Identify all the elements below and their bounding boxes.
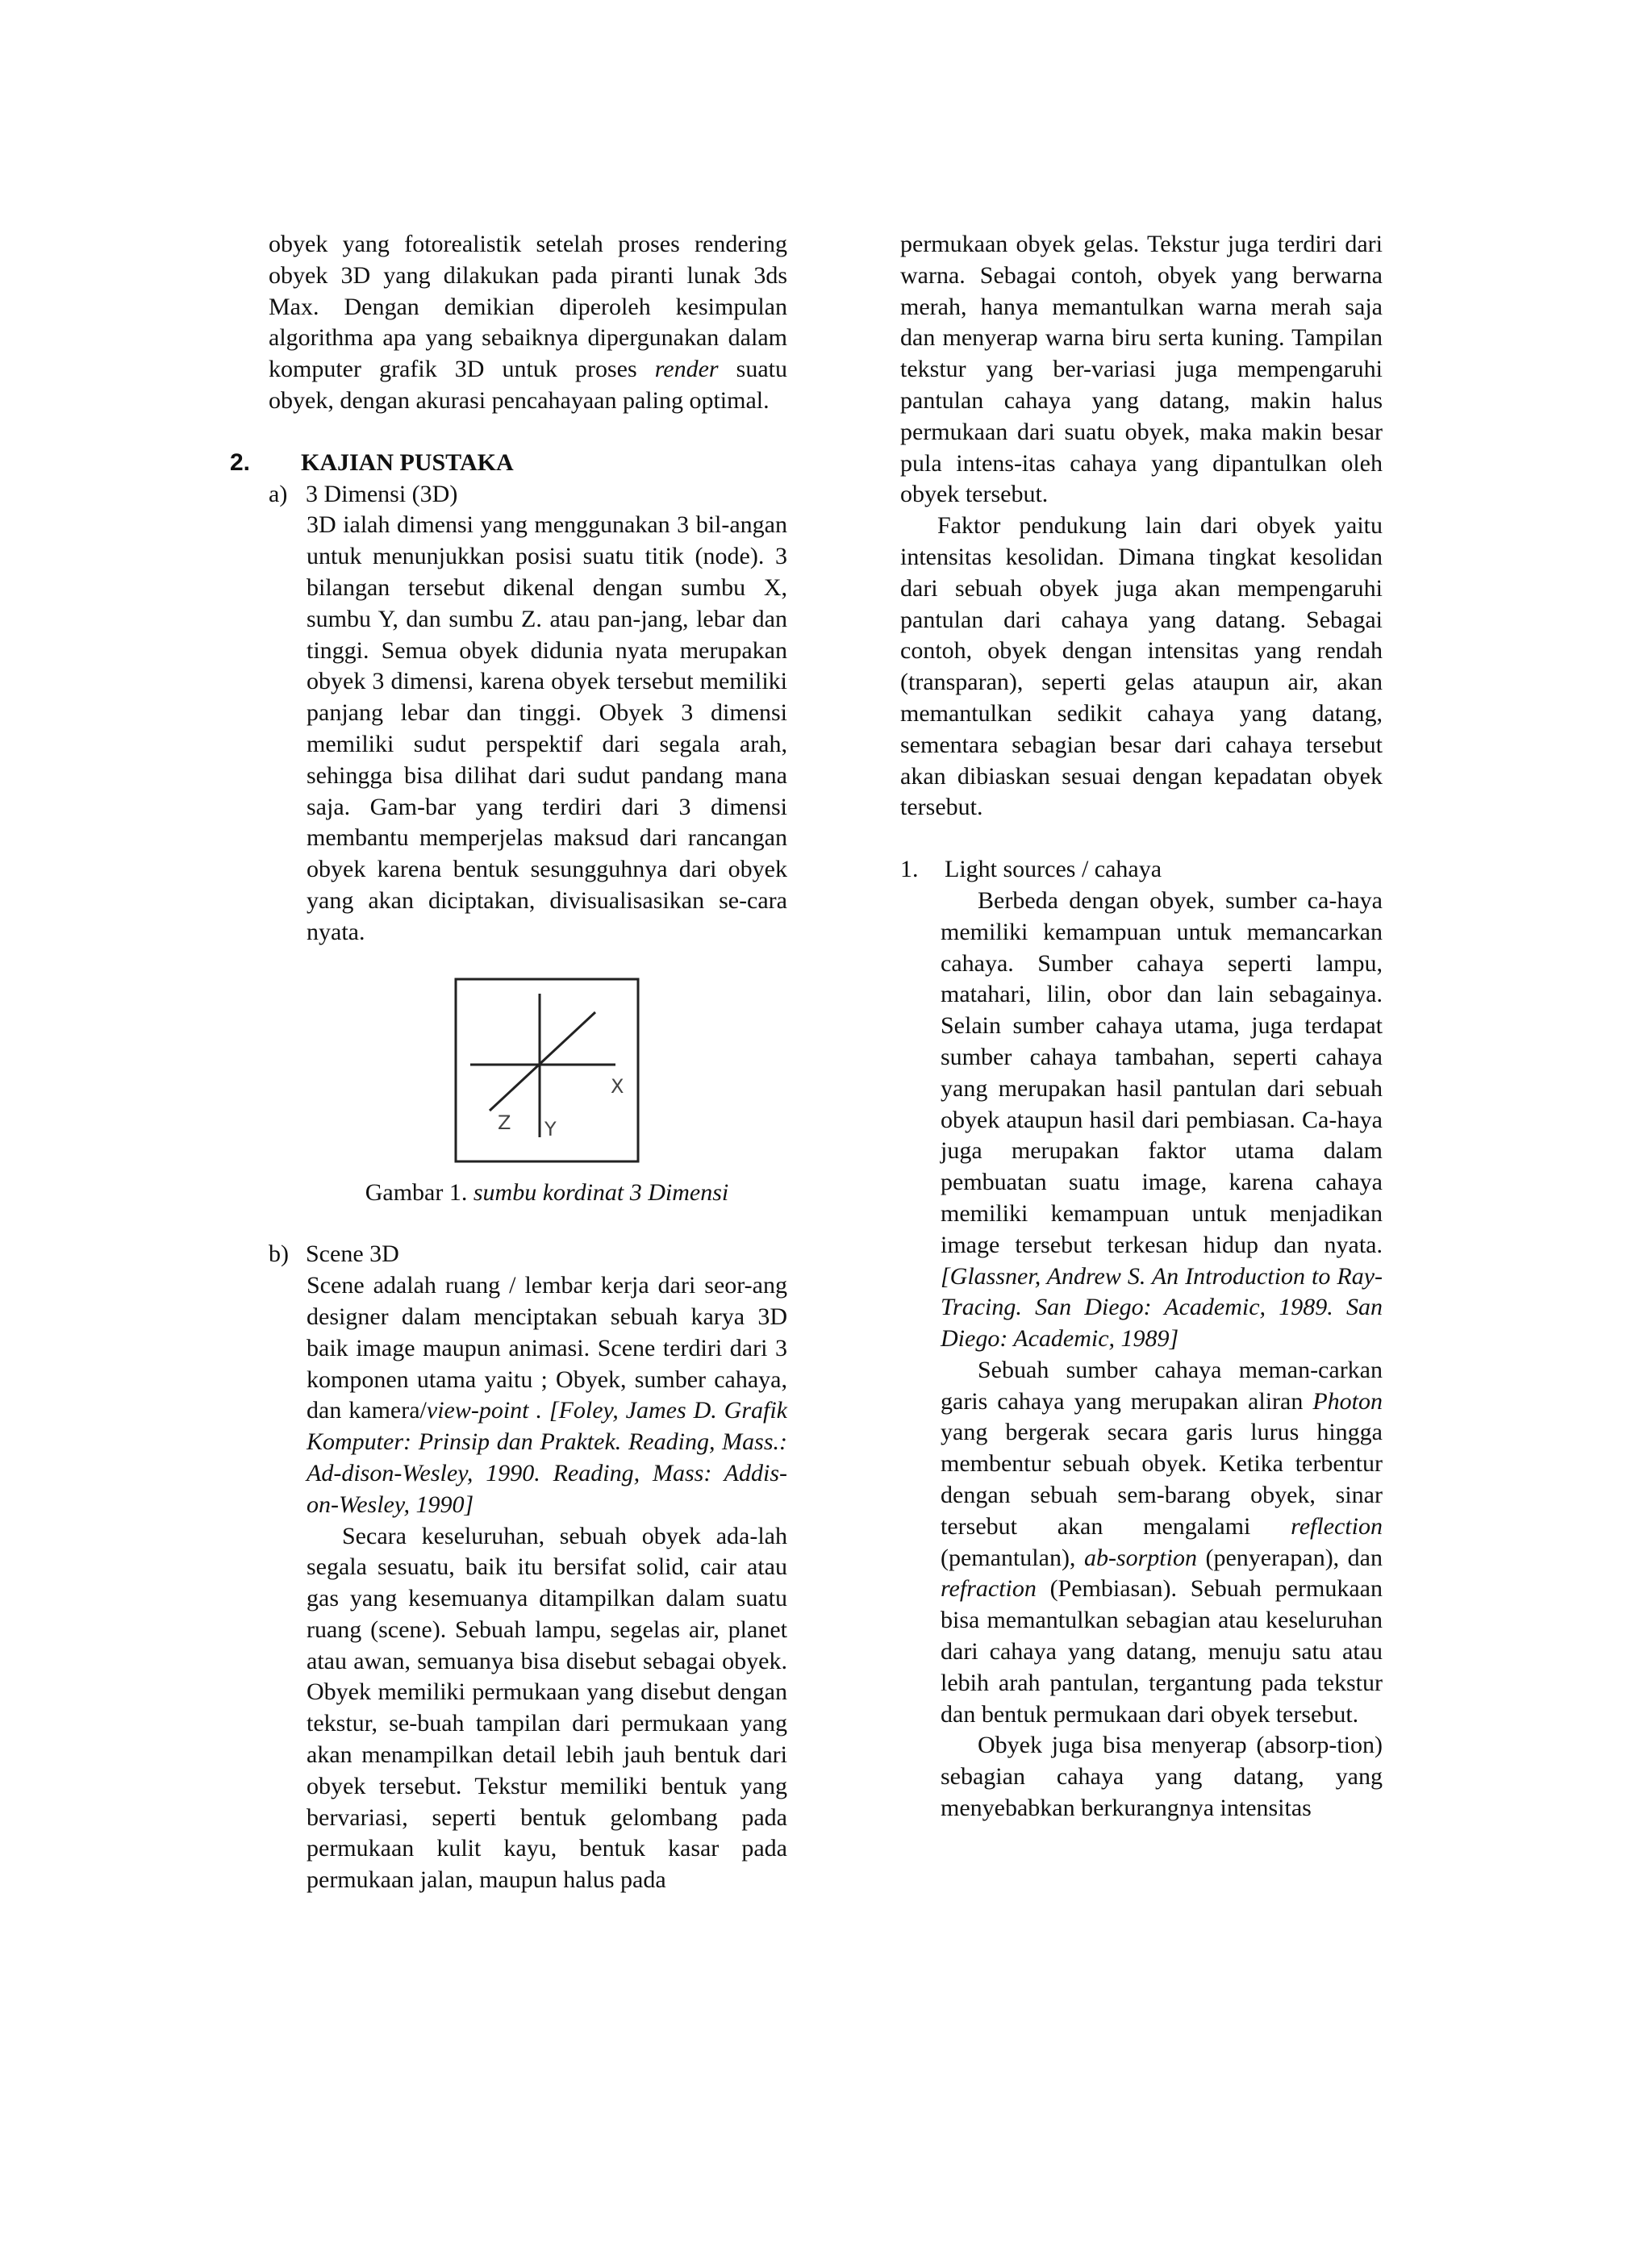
text-run: Obyek juga bisa menyerap (absorp-tion) sebagian cahaya yang datang, yang menyebabkan berkurangnya intensitas (941, 1732, 1383, 1822)
left-column (230, 229, 788, 1896)
item-1-title: Light sources / cahaya (945, 856, 1162, 883)
right-column (900, 229, 1383, 1824)
section-heading (230, 448, 787, 479)
z-axis-line (490, 1012, 595, 1111)
section-number: 2. (230, 448, 251, 476)
italic-text: ab-sorption (1083, 1544, 1197, 1571)
section-title: KAJIAN PUSTAKA (301, 448, 514, 476)
italic-text: [Glassner, Andrew S. An Introduction to Ray-Tracing. San Diego: Academic, 1989. San Diego: Academic, 1989] (941, 1262, 1383, 1353)
item-1-paragraph-3 (941, 1730, 1383, 1824)
text-run: (Pembiasan). Sebuah permukaan bisa memantulkan sebagian atau keseluruhan dari cahaya yang datang, menuju satu atau lebih arah pantulan, tergantung pada tekstur dan bentuk permukaan dari obyek tersebut. (941, 1575, 1383, 1728)
figure-3d-axes (307, 978, 787, 1163)
item-b-heading (269, 1239, 787, 1270)
italic-text: refraction (941, 1575, 1037, 1603)
text-run: yang bergerak secara garis lurus hingga membentur sebuah obyek. Ketika terbentur dengan sebuah sem-barang obyek, sinar tersebut akan mengalami (941, 1419, 1383, 1540)
item-1-label: 1. (900, 856, 919, 883)
item-b-title: Scene 3D (306, 1240, 399, 1268)
figure-caption (307, 1178, 787, 1209)
right-paragraph-2 (900, 511, 1383, 823)
text-run: suatu obyek, dengan akurasi pencahayaan paling optimal. (269, 356, 788, 414)
text-run: obyek yang fotorealistik setelah proses rendering obyek 3D yang dilakukan pada piranti lunak 3ds Max. Dengan demikian diperoleh kesimpulan algorithma apa yang sebaiknya dipergunakan dalam komputer grafik 3D untuk proses (269, 231, 787, 383)
italic-text: Photon (1312, 1387, 1383, 1415)
text-run: (pemantulan), (941, 1544, 1084, 1571)
text-run: (penyerapan), dan (1196, 1544, 1383, 1571)
item-b-paragraph-1 (307, 1270, 787, 1520)
text-run: Secara keseluruhan, sebuah obyek ada-lah segala sesuatu, baik itu bersifat solid, cair atau gas yang kesemuanya ditampilkan dalam suatu ruang (scene). Sebuah lampu, segelas air, planet atau awan, semuanya bisa disebut sebagai obyek. Obyek memiliki permukaan yang disebut dengan tekstur, se-buah tampilan dari permukaan yang akan menampilkan detail lebih jauh bentuk dari obyek tersebut. Tekstur memiliki bentuk yang bervariasi, seperti bentuk gelombang pada permukaan kulit kayu, bentuk kasar pada permukaan jalan, maupun halus pada (307, 1522, 787, 1894)
item-1-paragraph-1 (941, 886, 1383, 1355)
italic-text: render (654, 356, 719, 383)
axis-z-label: Z (498, 1111, 511, 1134)
axis-x-label: X (611, 1074, 624, 1098)
text-run: Faktor pendukung lain dari obyek yaitu intensitas kesolidan. Dimana tingkat kesolidan dari sebuah obyek juga akan mempengaruhi pantulan dari cahaya yang datang. Sebagai contoh, obyek dengan intensitas yang rendah (transparan), seperti gelas ataupun air, akan memantulkan sedikit cahaya yang datang, sementara sebagian besar dari cahaya tersebut akan dibiaskan sesuai dengan kepadatan obyek tersebut. (900, 512, 1383, 821)
item-b-label: b) (269, 1240, 289, 1268)
text-run: Scene adalah ruang / lembar kerja dari seor-ang designer dalam menciptakan sebuah karya 3D baik image maupun animasi. Scene terdiri dari 3 komponen utama yaitu ; Obyek, sumber cahaya, dan kamera/ (307, 1272, 787, 1424)
item-1-paragraph-2 (941, 1355, 1383, 1731)
text-run: Sebuah sumber cahaya meman-carkan garis cahaya yang merupakan aliran (941, 1356, 1383, 1415)
right-paragraph-1 (900, 229, 1383, 511)
item-a-title: 3 Dimensi (3D) (306, 480, 458, 507)
italic-text: view-point . [Foley, James D. Grafik Komputer: Prinsip dan Praktek. Reading, Mass.: Ad-dison-Wesley, 1990. Reading, Mass: Addis-on-Wesley, 1990] (307, 1397, 787, 1518)
caption-italic: sumbu kordinat 3 Dimensi (473, 1178, 729, 1206)
text-run: 3D ialah dimensi yang menggunakan 3 bil-angan untuk menunjukkan posisi suatu titik (node). 3 bilangan tersebut dikenal dengan sumbu X, sumbu Y, dan sumbu Z. atau pan-jang, lebar dan tinggi. Semua obyek didunia nyata merupakan obyek 3 dimensi, karena obyek tersebut memiliki panjang lebar dan tinggi. Obyek 3 dimensi memiliki sudut perspektif dari segala arah, sehingga bisa dilihat dari sudut pandang mana saja. Gam-bar yang terdiri dari 3 dimensi membantu memperjelas maksud dari rancangan obyek karena bentuk sesungguhnya dari obyek yang akan diciptakan, divisualisasikan se-cara nyata. (307, 511, 787, 945)
text-run: permukaan obyek gelas. Tekstur juga terdiri dari warna. Sebagai contoh, obyek yang berwarna merah, hanya memantulkan warna merah saja dan menyerap warna biru serta kuning. Tampilan tekstur yang ber-variasi juga mempengaruhi pantulan cahaya yang datang, makin halus permukaan dari suatu obyek, maka makin besar pula intens-itas cahaya yang dipantulkan oleh obyek tersebut. (900, 231, 1383, 508)
item-b-paragraph-2 (307, 1521, 787, 1897)
axes-diagram (454, 978, 640, 1163)
text-run: Berbeda dengan obyek, sumber ca-haya memiliki kemampuan untuk memancarkan cahaya. Sumber cahaya seperti lampu, matahari, lilin, obor dan lain sebagainya. Selain sumber cahaya utama, juga terdapat sumber cahaya tambahan, seperti cahaya yang merupakan hasil pantulan dari sebuah obyek ataupun hasil dari pembiasan. Ca-haya juga merupakan faktor utama dalam pembuatan suatu image, karena cahaya memiliki kemampuan untuk menjadikan image tersebut terkesan hidup dan nyata. (941, 886, 1383, 1258)
intro-paragraph (269, 229, 787, 417)
caption-prefix: Gambar 1. (365, 1178, 473, 1206)
italic-text: reflection (1291, 1512, 1383, 1540)
item-a-label: a) (269, 480, 288, 507)
item-a-paragraph (307, 510, 787, 948)
item-a-heading (269, 479, 787, 511)
axis-y-label: Y (544, 1117, 557, 1140)
item-1-heading (900, 854, 1383, 886)
